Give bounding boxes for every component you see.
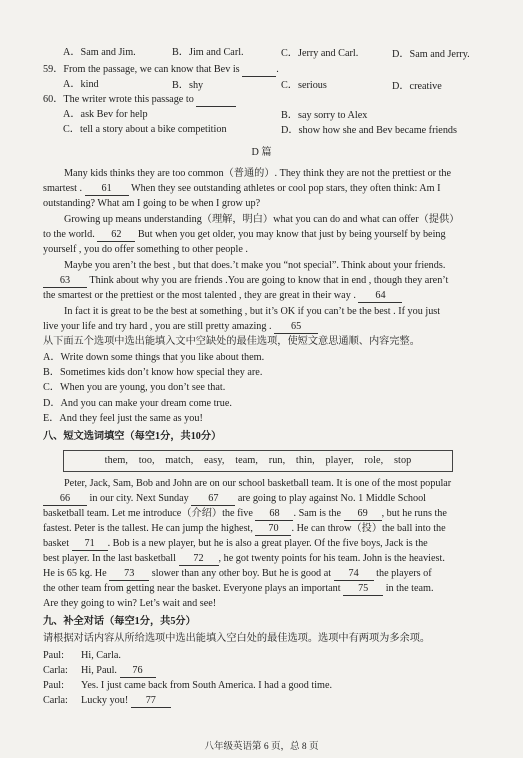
passage-d-line: Many kids thinks they are too common（普通的）. They think they are not the prettiest or the (64, 168, 452, 179)
blank-77: 77 (131, 695, 171, 708)
section-8-title: 八、短文选词填空（每空1分，共10分） (43, 431, 222, 442)
passage-d-text: But when you get older, you may know that just by being yourself by being (137, 229, 446, 240)
section-d-title: D 篇 (251, 147, 272, 158)
blank-64: 64 (358, 290, 402, 303)
dialogue-line (43, 680, 332, 692)
blank-67: 67 (191, 493, 235, 506)
blank-71: 71 (72, 538, 108, 551)
blank-62: 62 (97, 229, 135, 242)
q59-stem-text: 59．From the passage, we can know that Bev is (43, 64, 240, 75)
blank-68: 68 (255, 508, 293, 521)
passage-8-line (43, 493, 426, 506)
q58-option-c: C．Jerry and Carl. (281, 48, 359, 59)
q59-option-c: C．serious (281, 80, 327, 91)
passage-8-text: basket (43, 538, 70, 549)
passage-d-line (43, 321, 318, 334)
dialogue-speaker: Carla: (43, 665, 68, 676)
instruction-d: 从下面五个选项中选出能填入文中空缺处的最佳选项，使短文意思通顺、内容完整。 (43, 336, 420, 347)
passage-d-line: Growing up means understanding（理解，明白）what you can do and what can offer（提供） (64, 214, 460, 225)
blank-76: 76 (120, 665, 156, 678)
passage-8-line (43, 538, 428, 551)
passage-8-line (43, 583, 434, 596)
passage-8-text: in the team. (385, 583, 434, 594)
option-d: D．And you can make your dream come true. (43, 398, 232, 409)
passage-8-text: basketball team. Let me introduce（介绍）the five (43, 508, 253, 519)
word-bank-item: match, (165, 455, 194, 466)
passage-8-line (43, 568, 432, 581)
q58-option-d: D．Sam and Jerry. (392, 49, 470, 60)
q60-blank (196, 94, 236, 107)
passage-8-text: are going to play against No. 1 Middle School (237, 493, 427, 504)
blank-61: 61 (85, 183, 129, 196)
dialogue-speaker: Carla: (43, 695, 68, 706)
dialogue-line (43, 650, 121, 662)
q60-option-a: A．ask Bev for help (63, 109, 148, 120)
passage-8-line (43, 553, 445, 566)
passage-d-text: smartest . (43, 183, 83, 194)
dialogue-text: Lucky you! (81, 695, 129, 706)
passage-d-text: live your life and try hard , you are still pretty amazing . (43, 321, 272, 332)
q59-stem: 59．From the passage, we can know that Bev is . (43, 64, 279, 75)
passage-d-text: Think about why you are friends .You are going to know that in end , though they aren’t (89, 275, 449, 286)
dialogue-line (43, 695, 171, 708)
passage-8-text: . He can throw（投）the ball into the (291, 523, 446, 534)
passage-8-text: . Sam is the (293, 508, 342, 519)
passage-d-line: outstanding? What am I going to be when I grow up? (43, 198, 261, 209)
passage-8-text: the players of (376, 568, 432, 579)
option-a: A．Write down some things that you like about them. (43, 352, 265, 363)
dialogue-line (43, 665, 156, 678)
passage-8-text: best player. In the last basketball (43, 553, 176, 564)
section-9-instruction: 请根据对话内容从所给选项中选出能填入空白处的最佳选项。选项中有两项为多余项。 (43, 633, 431, 644)
q59-option-b: B．shy (172, 80, 204, 91)
blank-75: 75 (343, 583, 383, 596)
dialogue-text: Yes. I just came back from South America. I had a good time. (81, 680, 333, 691)
passage-d-line (43, 229, 446, 242)
blank-69: 69 (344, 508, 382, 521)
passage-d-line (43, 183, 441, 196)
passage-8-text: slower than any other boy. But he is good at (151, 568, 332, 579)
passage-d-text: to the world. (43, 229, 95, 240)
q59-option-d: D．creative (392, 81, 442, 92)
blank-73: 73 (109, 568, 149, 581)
passage-8-line: Are they going to win? Let’s wait and see! (43, 598, 217, 609)
blank-63: 63 (43, 275, 87, 288)
blank-74: 74 (334, 568, 374, 581)
passage-8-line (43, 508, 447, 521)
blank-70: 70 (255, 523, 291, 536)
passage-8-text: the other team from getting near the basket. Everyone plays an important (43, 583, 341, 594)
passage-8-line (43, 523, 446, 536)
option-c: C．When you are young, you don’t see that. (43, 382, 226, 393)
passage-8-text: . Bob is a new player, but he is also a great player. Of the five boys, Jack is the (107, 538, 428, 549)
q58-option-b: B．Jim and Carl. (172, 47, 244, 58)
blank-66: 66 (43, 493, 87, 506)
passage-d-line: Maybe you aren’t the best , but that does.’t make you “not special”. Think about your friends. (64, 260, 446, 271)
q58-option-a: A．Sam and Jim. (63, 47, 136, 58)
word-bank-item: team, (235, 455, 259, 466)
q60-option-c: C．tell a story about a bike competition (63, 124, 227, 135)
passage-d-line: yourself , you do offer something to other people . (43, 244, 248, 255)
dialogue-speaker: Paul: (43, 680, 64, 691)
word-bank-item: too, (138, 455, 155, 466)
q60-stem (43, 94, 236, 107)
passage-d-text: When they see outstanding athletes or cool pop stars, they often think: Am I (130, 183, 441, 194)
dialogue-text: Hi, Carla. (81, 650, 121, 661)
option-b: B．Sometimes kids don’t know how special they are. (43, 367, 263, 378)
word-bank-item: role, (364, 455, 384, 466)
word-bank-item: run, (268, 455, 286, 466)
word-bank-item: thin, (295, 455, 315, 466)
passage-d-text: the smartest or the prettiest or the most talented , they are great in their way . (43, 290, 356, 301)
q59-option-a: A．kind (63, 79, 99, 90)
dialogue-speaker: Paul: (43, 650, 64, 661)
q60-stem-text: 60．The writer wrote this passage to (43, 94, 194, 105)
passage-8-text: fastest. Peter is the tallest. He can jump the highest, (43, 523, 253, 534)
passage-8-text: in our city. Next Sunday (89, 493, 189, 504)
q60-option-b: B．say sorry to Alex (281, 110, 368, 121)
passage-8-text: , he got twenty points for his team. John is the heaviest. (218, 553, 445, 564)
q60-option-d: D．show how she and Bev became friends (281, 125, 457, 136)
dialogue-text: Hi, Paul. (81, 665, 117, 676)
page-footer: 八年级英语第 6 页，总 8 页 (204, 742, 319, 752)
section-9-title: 九、补全对话（每空1分，共5分） (43, 616, 196, 627)
option-e: E．And they feel just the same as you! (43, 413, 203, 424)
word-bank-item: stop (393, 455, 412, 466)
q59-blank (242, 64, 276, 77)
blank-65: 65 (274, 321, 318, 334)
passage-8-line: Peter, Jack, Sam, Bob and John are on our school basketball team. It is one of the most popular (64, 478, 452, 489)
word-bank-box (63, 450, 453, 472)
word-bank-item: player, (325, 455, 354, 466)
passage-8-text: , but he runs the (381, 508, 447, 519)
word-bank-item: them, (104, 455, 129, 466)
word-bank-item: easy, (204, 455, 225, 466)
passage-d-line (43, 275, 448, 288)
passage-8-text: He is 65 kg. He (43, 568, 107, 579)
passage-d-line (43, 290, 402, 303)
passage-d-line: In fact it is great to be the best at something , but it’s OK if you can’t be the best . If you just (64, 306, 441, 317)
blank-72: 72 (179, 553, 219, 566)
